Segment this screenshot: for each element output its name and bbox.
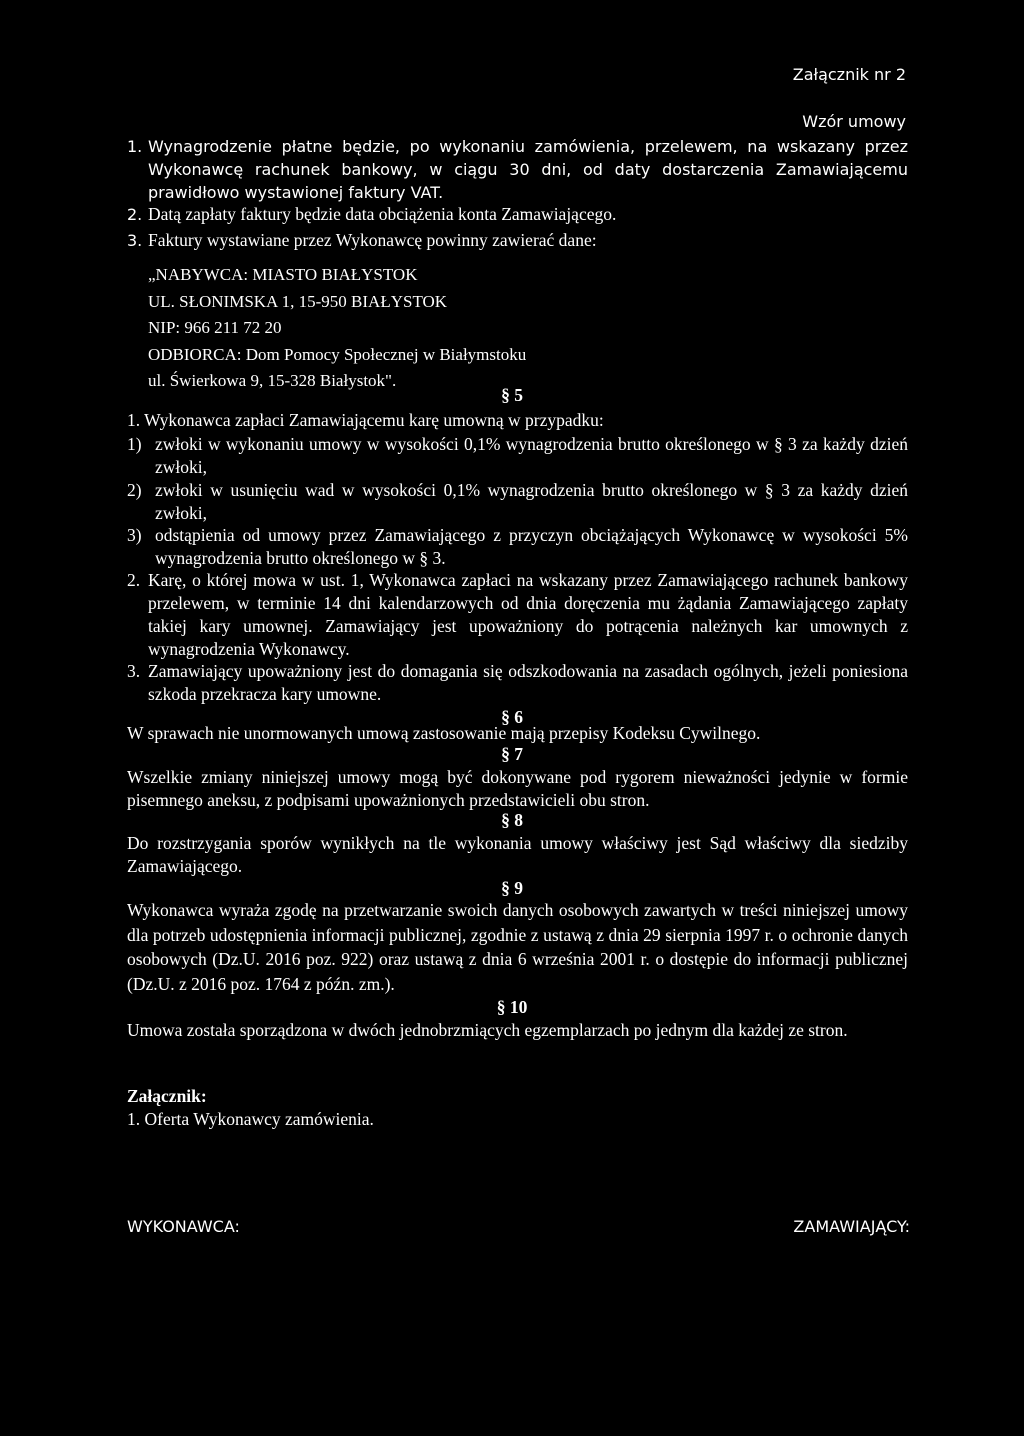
buyer-address: UL. SŁONIMSKA 1, 15-950 BIAŁYSTOK — [148, 291, 448, 311]
item-text: Datą zapłaty faktury będzie data obciążenia konta Zamawiającego. — [148, 204, 617, 224]
payment-item-1 — [127, 135, 908, 204]
penalty-payment — [127, 569, 908, 661]
section-5-heading: § 5 — [501, 385, 523, 405]
case-text: odstąpienia od umowy przez Zamawiającego z przyczyn obciążających Wykonawcę w wysokości 5% wynagrodzenia brutto określonego w § 3. — [155, 525, 908, 568]
buyer-line: „NABYWCA: MIASTO BIAŁYSTOK — [148, 265, 418, 284]
payment-item-3 — [127, 229, 908, 252]
section-9-text: Wykonawca wyraża zgodę na przetwarzanie swoich danych osobowych zawartych w treści niniejszej umowy dla potrzeb udostępnienia informacji publicznej, zgodnie z ustawą z dnia 29 sierpnia 1997 r. o ochronie danych osobowych (Dz.U. 2016 poz. 922) oraz ustawą z dnia 6 września 2001 r. o dostępie do informacji publicznej (Dz.U. z 2016 poz. 1764 z późn. zm.). — [127, 900, 908, 994]
section-8-heading: § 8 — [501, 810, 523, 830]
penalty-case-1 — [127, 433, 908, 479]
section-6-heading: § 6 — [501, 707, 523, 727]
item-number: 3. — [127, 661, 141, 681]
case-text: zwłoki w usunięciu wad w wysokości 0,1% wynagrodzenia brutto określonego w § 3 za każdy dzień zwłoki, — [155, 480, 908, 523]
item-number: 1. — [127, 137, 143, 156]
item-text: Karę, o której mowa w ust. 1, Wykonawca zapłaci na wskazany przez Zamawiającego rachunek bankowy przelewem, w terminie 14 dni kalendarzowych od dnia doręczenia mu żądania Zamawiającego zapłaty takiej kary umownej. Zamawiający jest upoważniony do potrącenia należnych kar umownych z wynagrodzenia Wykonawcy. — [148, 570, 908, 659]
case-number: 3) — [127, 525, 142, 545]
item-text: Wynagrodzenie płatne będzie, po wykonaniu zamówienia, przelewem, na wskazany przez Wykonawcę rachunek bankowy, w ciągu 30 dni, od daty dostarczenia Zamawiającemu prawidłowo wystawionej faktury VAT. — [148, 137, 908, 202]
item-number: 2. — [127, 205, 143, 224]
template-label: Wzór umowy — [802, 112, 906, 131]
contractor-signature-label: WYKONAWCA: — [127, 1217, 240, 1236]
section-9-heading: § 9 — [501, 878, 523, 898]
recipient-address: ul. Świerkowa 9, 15-328 Białystok". — [148, 371, 397, 390]
invoice-data — [148, 262, 908, 395]
attachment-number: Załącznik nr 2 — [792, 65, 906, 84]
penalty-case-3 — [127, 524, 908, 570]
case-text: zwłoki w wykonaniu umowy w wysokości 0,1% wynagrodzenia brutto określonego w § 3 za każdy dzień zwłoki, — [155, 434, 908, 477]
attachments-label: Załącznik: — [127, 1086, 207, 1106]
item-text: Faktury wystawiane przez Wykonawcę powinny zawierać dane: — [148, 230, 597, 250]
section-10-text: Umowa została sporządzona w dwóch jednobrzmiących egzemplarzach po jednym dla każdej ze stron. — [127, 1020, 848, 1040]
recipient-line: ODBIORCA: Dom Pomocy Społecznej w Białymstoku — [148, 344, 527, 364]
penalty-case-2 — [127, 479, 908, 525]
item-number: 3. — [127, 231, 143, 250]
section-7-heading: § 7 — [501, 744, 523, 764]
section-10-heading: § 10 — [496, 997, 528, 1017]
case-number: 1) — [127, 434, 142, 454]
tax-id: NIP: 966 211 72 20 — [148, 318, 282, 337]
damages-clause — [127, 660, 908, 706]
section-7-text: Wszelkie zmiany niniejszej umowy mogą być dokonywane pod rygorem nieważności jedynie w formie pisemnego aneksu, z podpisami upoważnionych przedstawicieli obu stron. — [127, 767, 908, 810]
section-8-text: Do rozstrzygania sporów wynikłych na tle wykonania umowy właściwy jest Sąd właściwy dla siedziby Zamawiającego. — [127, 833, 908, 876]
section-6-text: W sprawach nie unormowanych umową zastosowanie mają przepisy Kodeksu Cywilnego. — [127, 723, 761, 743]
attachment-item: 1. Oferta Wykonawcy zamówienia. — [127, 1109, 374, 1129]
payment-item-2 — [127, 203, 908, 226]
item-number: 2. — [127, 570, 141, 590]
item-text: Zamawiający upoważniony jest do domagania się odszkodowania na zasadach ogólnych, jeżeli poniesiona szkoda przekracza kary umowne. — [148, 661, 908, 704]
case-number: 2) — [127, 480, 142, 500]
client-signature-label: ZAMAWIAJĄCY: — [793, 1217, 910, 1236]
penalty-intro: 1. Wykonawca zapłaci Zamawiającemu karę umowną w przypadku: — [127, 410, 604, 430]
